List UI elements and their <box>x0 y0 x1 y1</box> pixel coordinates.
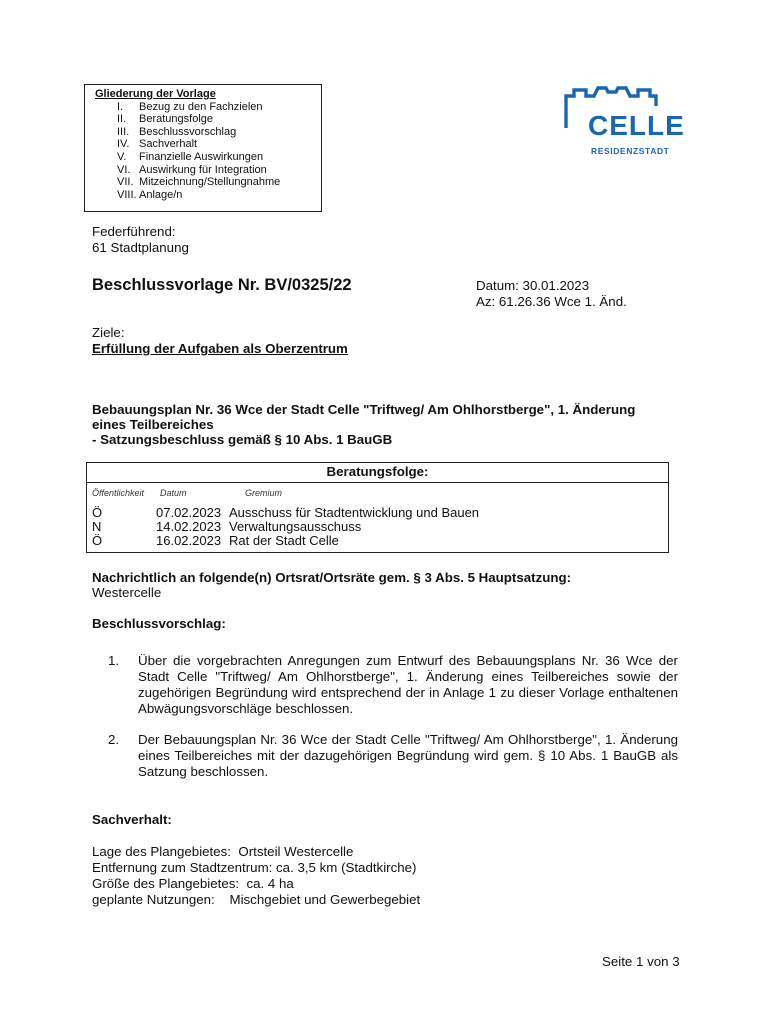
outline-box <box>84 84 322 212</box>
table-row <box>87 534 668 548</box>
cell-public: Ö <box>92 533 103 548</box>
proposal-date: Datum: 30.01.2023 <box>476 278 590 293</box>
facts-line: geplante Nutzungen: Mischgebiet und Gewerbegebiet <box>92 892 421 907</box>
notice-label: Nachrichtlich an folgende(n) Ortsrat/Ortsräte gem. § 3 Abs. 5 Hauptsatzung: <box>92 570 572 585</box>
facts-line: Entfernung zum Stadtzentrum: ca. 3,5 km (Stadtkirche) <box>92 860 417 875</box>
outline-item-number: II. <box>117 113 127 126</box>
outline-item-number: VII. <box>117 176 134 189</box>
list-item-number: 1. <box>108 653 120 668</box>
cell-public: N <box>92 519 102 534</box>
table-row <box>87 520 668 534</box>
consultation-rows <box>87 501 668 548</box>
column-public: Öffentlichkeit <box>92 488 145 498</box>
outline-item-number: VI. <box>117 163 131 176</box>
facts-label: Sachverhalt: <box>92 812 172 827</box>
facts-line: Lage des Plangebietes: Ortsteil Westercelle <box>92 844 354 859</box>
outline-item-number: I. <box>117 100 124 113</box>
cell-body: Rat der Stadt Celle <box>229 533 339 548</box>
cell-public: Ö <box>92 505 103 520</box>
outline-item <box>95 101 321 114</box>
goals-label: Ziele: <box>92 325 125 340</box>
outline-item-label: Auswirkung für Integration <box>139 163 267 176</box>
subject-line-3: - Satzungsbeschluss gemäß § 10 Abs. 1 BauGB <box>92 432 393 447</box>
outline-item-label: Sachverhalt <box>139 138 198 151</box>
logo-name: CELLE <box>588 110 685 141</box>
lead-label: Federführend: <box>92 224 176 239</box>
resolution-label: Beschlussvorschlag: <box>92 616 226 631</box>
outline-item <box>95 126 321 139</box>
outline-item-number: V. <box>117 150 127 163</box>
outline-item <box>95 176 321 189</box>
resolution-list <box>108 653 678 780</box>
outline-list <box>95 101 321 202</box>
consultation-title: Beratungsfolge: <box>87 463 668 483</box>
outline-item <box>95 164 321 177</box>
lead-department: 61 Stadtplanung <box>92 240 189 255</box>
consultation-header-row <box>87 483 668 501</box>
outline-item-label: Beratungsfolge <box>139 113 213 126</box>
list-item <box>108 653 678 717</box>
outline-item <box>95 151 321 164</box>
outline-item-label: Beschlussvorschlag <box>139 125 237 138</box>
celle-logo <box>560 84 684 158</box>
outline-item <box>95 138 321 151</box>
cell-date: 14.02.2023 <box>156 519 222 534</box>
consultation-table <box>86 462 669 553</box>
list-item <box>108 732 678 780</box>
cell-body: Verwaltungsausschuss <box>229 519 362 534</box>
outline-item-number: IV. <box>117 138 130 151</box>
list-item-number: 2. <box>108 732 120 747</box>
subject-line-2: eines Teilbereiches <box>92 417 214 432</box>
column-date: Datum <box>160 488 187 498</box>
table-row <box>87 506 668 520</box>
facts-line: Größe des Plangebietes: ca. 4 ha <box>92 876 294 891</box>
cell-body: Ausschuss für Stadtentwicklung und Bauen <box>229 505 480 520</box>
list-item-text: Über die vorgebrachten Anregungen zum Entwurf des Bebauungsplans Nr. 36 Wce der Stadt Celle "Triftweg/ Am Ohlhorstberge", 1. Änderung eines Teilbereiches sowie der zugehörigen Begründung wird entsprechend der in Anlage 1 zu dieser Vorlage enthaltenen Abwägungsvorschläge beschlossen. <box>138 653 678 716</box>
logo-subtitle: RESIDENZSTADT <box>591 146 670 156</box>
page-number: Seite 1 von 3 <box>602 954 680 969</box>
outline-item-number: VIII. <box>117 188 137 201</box>
proposal-title: Beschlussvorlage Nr. BV/0325/22 <box>92 276 352 294</box>
outline-item-label: Anlage/n <box>139 188 183 201</box>
outline-title: Gliederung der Vorlage <box>95 88 216 100</box>
facts-list <box>92 844 420 908</box>
cell-date: 16.02.2023 <box>156 533 222 548</box>
outline-item <box>95 189 321 202</box>
subject-line-1: Bebauungsplan Nr. 36 Wce der Stadt Celle "Triftweg/ Am Ohlhorstberge", 1. Änderung <box>92 402 636 417</box>
outline-item-label: Bezug zu den Fachzielen <box>139 100 263 113</box>
proposal-reference: Az: 61.26.36 Wce 1. Änd. <box>476 294 627 309</box>
list-item-text: Der Bebauungsplan Nr. 36 Wce der Stadt Celle "Triftweg/ Am Ohlhorstberge", 1. Änderung eines Teilbereiches mit der dazugehörigen Begründung wird gem. § 10 Abs. 1 BauGB als Satzung beschlossen. <box>138 732 678 779</box>
outline-item <box>95 113 321 126</box>
outline-item-label: Mitzeichnung/Stellungnahme <box>139 176 281 189</box>
column-body: Gremium <box>245 488 283 498</box>
outline-item-number: III. <box>117 125 130 138</box>
cell-date: 07.02.2023 <box>156 505 222 520</box>
goals-value: Erfüllung der Aufgaben als Oberzentrum <box>92 341 348 356</box>
outline-item-label: Finanzielle Auswirkungen <box>139 150 264 163</box>
notice-value: Westercelle <box>92 585 162 600</box>
